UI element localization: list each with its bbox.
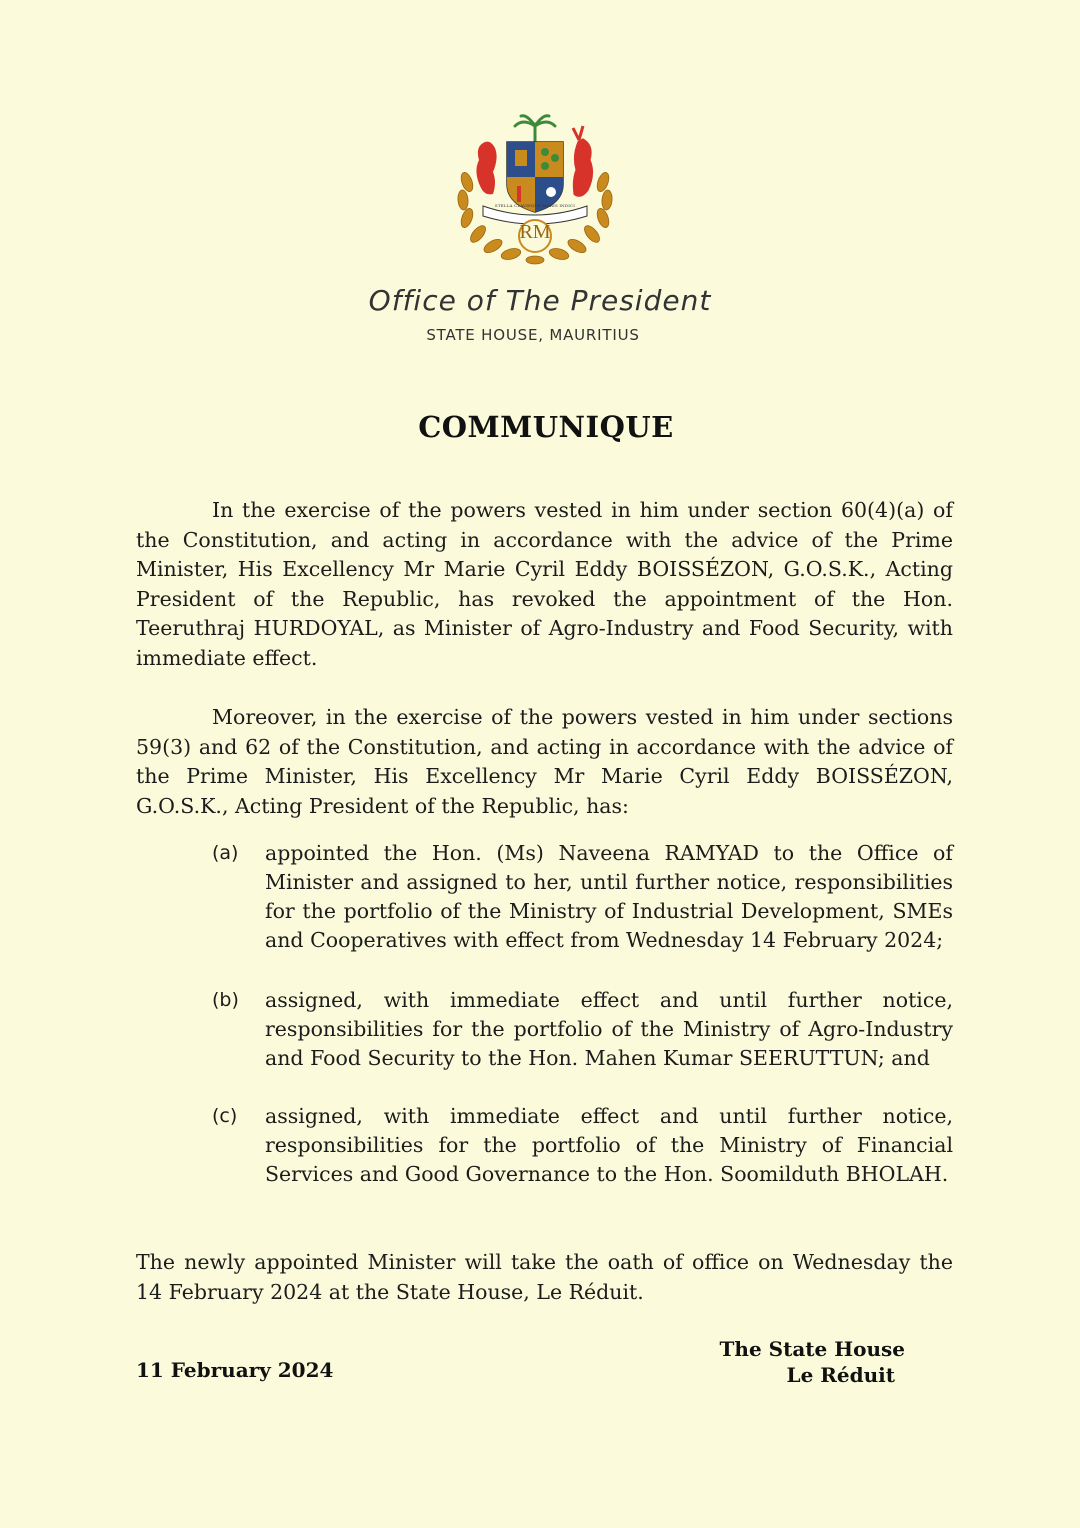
office-title: Office of The President xyxy=(368,284,712,317)
crest-monogram: RM xyxy=(519,221,551,243)
list-item-text: assigned, with immediate effect and until further notice, responsibilities for the portfolio of the Ministry of Financial Services and Good Governance to the Hon. Soomilduth BHOLAH. xyxy=(265,1104,953,1186)
place-line-1: The State House xyxy=(719,1337,905,1361)
list-item-label: (b) xyxy=(212,989,239,1011)
document-date: 11 February 2024 xyxy=(136,1358,334,1382)
document-heading: COMMUNIQUE xyxy=(418,410,674,444)
paragraph-oath: The newly appointed Minister will take the oath of office on Wednesday the 14 February 2024 at the State House, Le Réduit. xyxy=(136,1250,953,1304)
list-item-text: appointed the Hon. (Ms) Naveena RAMYAD to the Office of Minister and assigned to her, until further notice, responsibilities for the portfolio of the Ministry of Industrial Development, SMEs and Cooperatives with effect from Wednesday 14 February 2024; xyxy=(265,841,953,952)
paragraph-appointments-intro: Moreover, in the exercise of the powers vested in him under sections 59(3) and 62 of the Constitution, and acting in accordance with the advice of the Prime Minister, His Excellency Mr Marie Cyril Eddy BOISSÉZON, G.O.S.K., Acting President of the Republic, has: xyxy=(136,705,953,818)
list-item-label: (c) xyxy=(212,1105,238,1127)
crest-motto: STELLA CLAVISQUE MARIS INDICI xyxy=(494,203,576,208)
coat-of-arms-emblem xyxy=(445,112,625,272)
signature-block xyxy=(700,1336,905,1388)
list-item-label: (a) xyxy=(212,842,239,864)
place-line-2: Le Réduit xyxy=(786,1363,895,1387)
office-subtitle: STATE HOUSE, MAURITIUS xyxy=(426,326,640,344)
paragraph-revocation: In the exercise of the powers vested in him under section 60(4)(a) of the Constitution, and acting in accordance with the advice of the Prime Minister, His Excellency Mr Marie Cyril Eddy BOISSÉZON, G.O.S.K., Acting President of the Republic, has revoked the appointment of the Hon. Teeruthraj HURDOYAL, as Minister of Agro-Industry and Food Security, with immediate effect. xyxy=(136,498,953,670)
list-item-text: assigned, with immediate effect and until further notice, responsibilities for the portfolio of the Ministry of Agro-Industry and Food Security to the Hon. Mahen Kumar SEERUTTUN; and xyxy=(265,988,953,1070)
